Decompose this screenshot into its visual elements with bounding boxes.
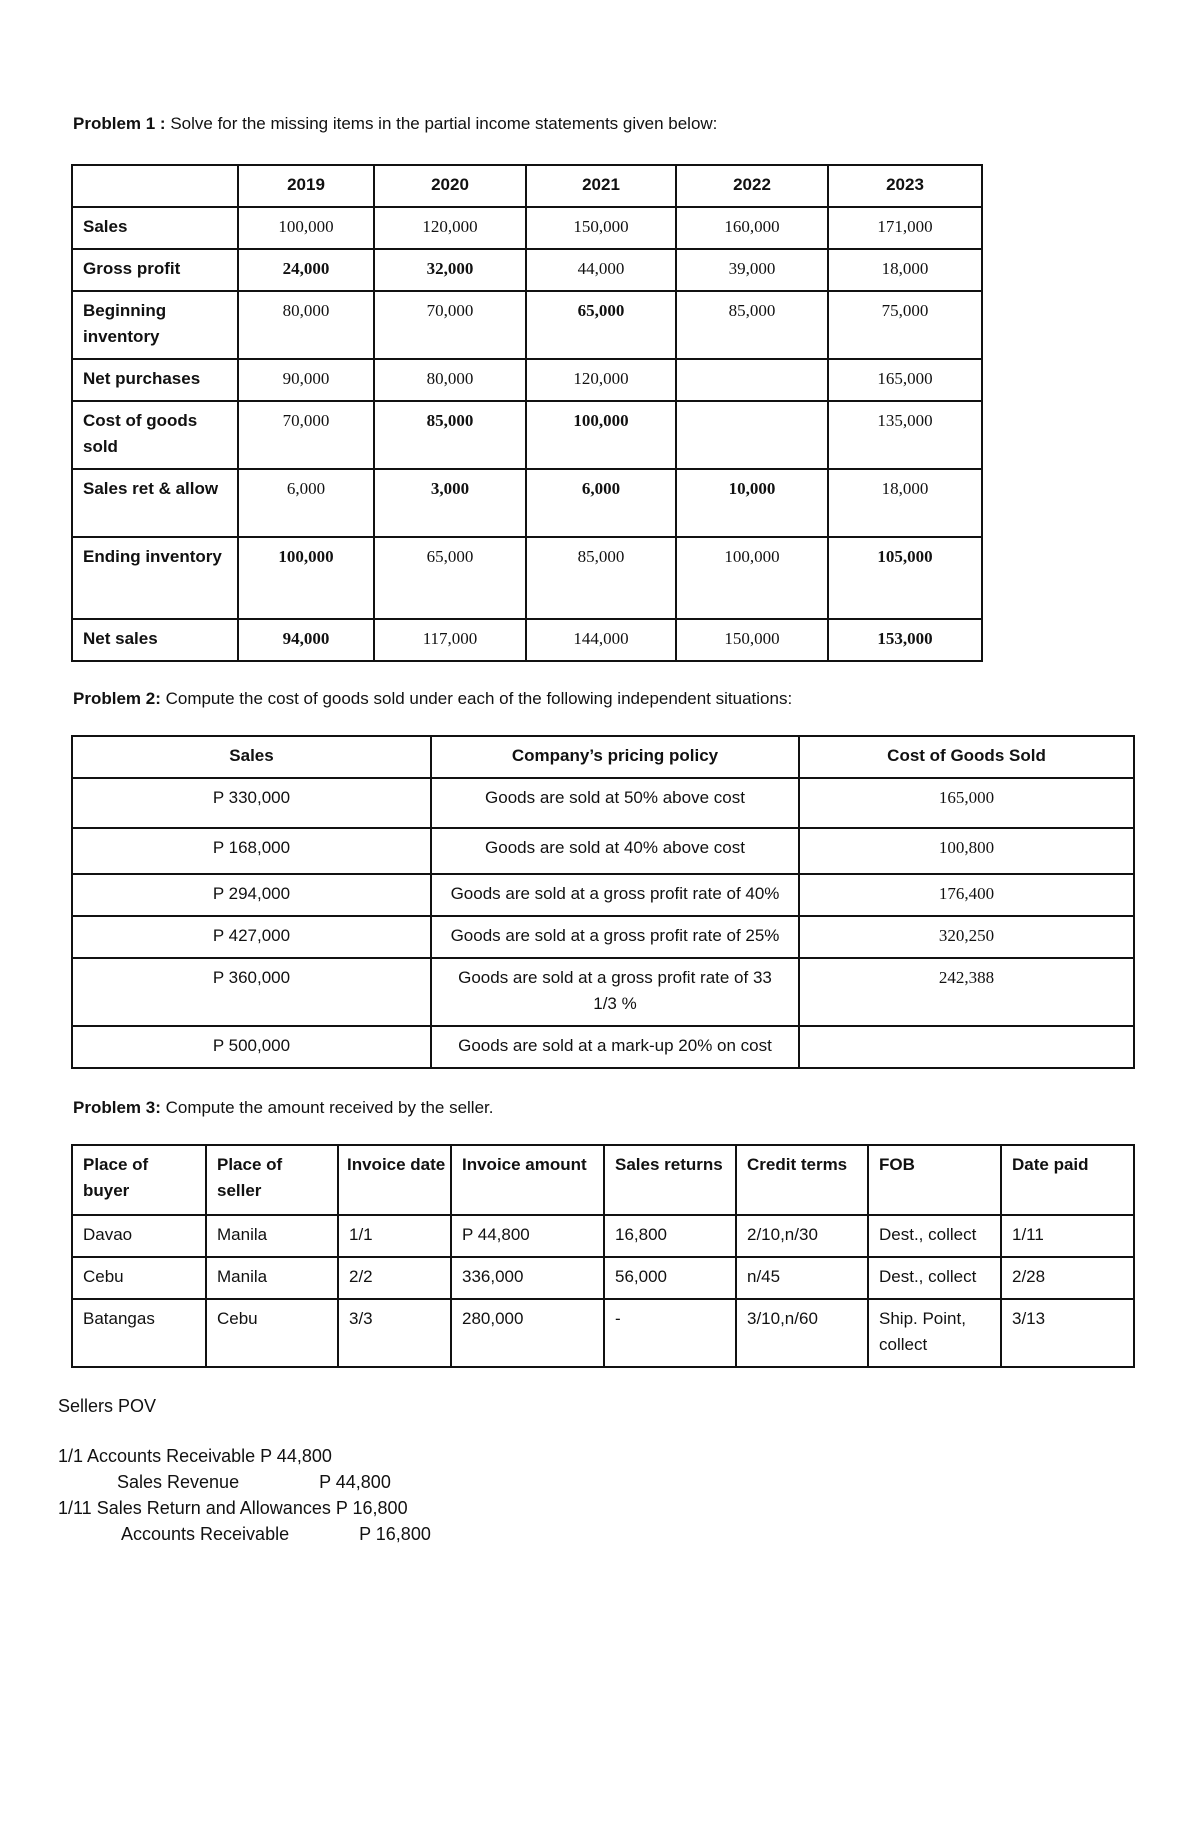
- cogs-cell: 100,800: [799, 828, 1134, 874]
- table-cell: 18,000: [828, 469, 982, 537]
- sales-cell: P 500,000: [72, 1026, 431, 1068]
- sales-cell: P 168,000: [72, 828, 431, 874]
- problem-3-table: [71, 1144, 1135, 1368]
- table-cell: 80,000: [238, 291, 374, 359]
- cogs-cell: 165,000: [799, 778, 1134, 828]
- table-cell: 150,000: [676, 619, 828, 661]
- table-row: [72, 874, 1134, 916]
- table-row: [72, 1026, 1134, 1068]
- invoice-amount-cell: 336,000: [451, 1257, 604, 1299]
- table-row: [72, 828, 1134, 874]
- journal-line: 1/11 Sales Return and Allowances P 16,800: [58, 1498, 408, 1518]
- invoice-date-cell: 3/3: [338, 1299, 451, 1367]
- problem-2-heading: Problem 2: Compute the cost of goods sold under each of the following independent situations:: [73, 689, 793, 708]
- table-cell: [676, 359, 828, 401]
- invoice-date-cell: 2/2: [338, 1257, 451, 1299]
- problem-3-heading: Problem 3: Compute the amount received by the seller.: [73, 1098, 494, 1117]
- sales-cell: P 360,000: [72, 958, 431, 1026]
- table-cell: 75,000: [828, 291, 982, 359]
- table-row: [72, 537, 982, 619]
- table-cell: [676, 401, 828, 469]
- column-header: Place of seller: [206, 1145, 338, 1215]
- cogs-cell: 242,388: [799, 958, 1134, 1026]
- table-cell: 18,000: [828, 249, 982, 291]
- table-row: [72, 207, 982, 249]
- problem-1-table: [71, 164, 983, 662]
- seller-cell: Manila: [206, 1215, 338, 1257]
- year-header: 2023: [828, 165, 982, 207]
- notes-title: Sellers POV: [58, 1396, 157, 1416]
- corner-cell: [72, 165, 238, 207]
- year-header: 2022: [676, 165, 828, 207]
- row-label: Sales ret & allow: [72, 469, 238, 537]
- policy-cell: Goods are sold at 50% above cost: [431, 778, 799, 828]
- table-cell: 65,000: [374, 537, 526, 619]
- buyer-cell: Cebu: [72, 1257, 206, 1299]
- fob-cell: Dest., collect: [868, 1215, 1001, 1257]
- invoice-amount-cell: P 44,800: [451, 1215, 604, 1257]
- table-header-row: [72, 736, 1134, 778]
- table-row: [72, 619, 982, 661]
- answer-cell: 10,000: [676, 469, 828, 537]
- answer-cell: 100,000: [238, 537, 374, 619]
- column-header: Sales: [72, 736, 431, 778]
- row-label: Sales: [72, 207, 238, 249]
- table-row: [72, 916, 1134, 958]
- row-label: Cost of goods sold: [72, 401, 238, 469]
- credit-terms-cell: 3/10,n/60: [736, 1299, 868, 1367]
- sales-returns-cell: 56,000: [604, 1257, 736, 1299]
- table-header-row: [72, 165, 982, 207]
- answer-cell: 24,000: [238, 249, 374, 291]
- answer-cell: 85,000: [374, 401, 526, 469]
- year-header: 2021: [526, 165, 676, 207]
- column-header: Credit terms: [736, 1145, 868, 1215]
- table-row: [72, 359, 982, 401]
- answer-cell: 100,000: [526, 401, 676, 469]
- policy-cell: Goods are sold at a gross profit rate of 33 1/3 %: [431, 958, 799, 1026]
- sales-cell: P 294,000: [72, 874, 431, 916]
- table-cell: 100,000: [676, 537, 828, 619]
- row-label: Ending inventory: [72, 537, 238, 619]
- date-paid-cell: 1/11: [1001, 1215, 1134, 1257]
- table-row: [72, 778, 1134, 828]
- answer-cell: 105,000: [828, 537, 982, 619]
- column-header: Place of buyer: [72, 1145, 206, 1215]
- column-header: Invoice date: [338, 1145, 451, 1215]
- date-paid-cell: 3/13: [1001, 1299, 1134, 1367]
- sales-cell: P 330,000: [72, 778, 431, 828]
- cogs-cell: 320,250: [799, 916, 1134, 958]
- year-header: 2020: [374, 165, 526, 207]
- sales-returns-cell: 16,800: [604, 1215, 736, 1257]
- invoice-date-cell: 1/1: [338, 1215, 451, 1257]
- column-header: Cost of Goods Sold: [799, 736, 1134, 778]
- journal-line: Accounts Receivable P 16,800: [121, 1524, 431, 1544]
- cogs-cell: 176,400: [799, 874, 1134, 916]
- table-cell: 80,000: [374, 359, 526, 401]
- table-row: [72, 469, 982, 537]
- policy-cell: Goods are sold at 40% above cost: [431, 828, 799, 874]
- answer-cell: 3,000: [374, 469, 526, 537]
- table-row: [72, 1257, 1134, 1299]
- table-cell: 171,000: [828, 207, 982, 249]
- row-label: Gross profit: [72, 249, 238, 291]
- credit-terms-cell: 2/10,n/30: [736, 1215, 868, 1257]
- table-row: [72, 401, 982, 469]
- buyer-cell: Batangas: [72, 1299, 206, 1367]
- journal-line: 1/1 Accounts Receivable P 44,800: [58, 1446, 332, 1466]
- policy-cell: Goods are sold at a mark-up 20% on cost: [431, 1026, 799, 1068]
- row-label: Net purchases: [72, 359, 238, 401]
- table-cell: 165,000: [828, 359, 982, 401]
- table-cell: 150,000: [526, 207, 676, 249]
- policy-cell: Goods are sold at a gross profit rate of 25%: [431, 916, 799, 958]
- table-cell: 135,000: [828, 401, 982, 469]
- policy-cell: Goods are sold at a gross profit rate of 40%: [431, 874, 799, 916]
- table-cell: 70,000: [238, 401, 374, 469]
- answer-cell: 6,000: [526, 469, 676, 537]
- table-cell: 144,000: [526, 619, 676, 661]
- fob-cell: Dest., collect: [868, 1257, 1001, 1299]
- invoice-amount-cell: 280,000: [451, 1299, 604, 1367]
- answer-cell: 94,000: [238, 619, 374, 661]
- date-paid-cell: 2/28: [1001, 1257, 1134, 1299]
- year-header: 2019: [238, 165, 374, 207]
- table-cell: 100,000: [238, 207, 374, 249]
- table-cell: 39,000: [676, 249, 828, 291]
- table-cell: 117,000: [374, 619, 526, 661]
- table-row: [72, 1299, 1134, 1367]
- fob-cell: Ship. Point, collect: [868, 1299, 1001, 1367]
- column-header: Company’s pricing policy: [431, 736, 799, 778]
- cogs-cell: [799, 1026, 1134, 1068]
- journal-line: Sales Revenue P 44,800: [117, 1472, 391, 1492]
- column-header: Date paid: [1001, 1145, 1134, 1215]
- table-cell: 85,000: [526, 537, 676, 619]
- table-cell: 6,000: [238, 469, 374, 537]
- sales-returns-cell: -: [604, 1299, 736, 1367]
- buyer-cell: Davao: [72, 1215, 206, 1257]
- sales-cell: P 427,000: [72, 916, 431, 958]
- table-cell: 85,000: [676, 291, 828, 359]
- seller-cell: Manila: [206, 1257, 338, 1299]
- column-header: Sales returns: [604, 1145, 736, 1215]
- table-cell: 120,000: [526, 359, 676, 401]
- answer-cell: 32,000: [374, 249, 526, 291]
- table-header-row: [72, 1145, 1134, 1215]
- column-header: Invoice amount: [451, 1145, 604, 1215]
- answer-cell: 65,000: [526, 291, 676, 359]
- table-row: [72, 958, 1134, 1026]
- table-row: [72, 1215, 1134, 1257]
- answer-cell: 153,000: [828, 619, 982, 661]
- table-cell: 120,000: [374, 207, 526, 249]
- table-cell: 44,000: [526, 249, 676, 291]
- problem-2-table: [71, 735, 1135, 1069]
- table-row: [72, 249, 982, 291]
- table-cell: 90,000: [238, 359, 374, 401]
- table-cell: 70,000: [374, 291, 526, 359]
- seller-cell: Cebu: [206, 1299, 338, 1367]
- row-label: Net sales: [72, 619, 238, 661]
- table-cell: 160,000: [676, 207, 828, 249]
- table-row: [72, 291, 982, 359]
- problem-1-heading: Problem 1 : Solve for the missing items in the partial income statements given below:: [73, 114, 718, 133]
- column-header: FOB: [868, 1145, 1001, 1215]
- row-label: Beginning inventory: [72, 291, 238, 359]
- credit-terms-cell: n/45: [736, 1257, 868, 1299]
